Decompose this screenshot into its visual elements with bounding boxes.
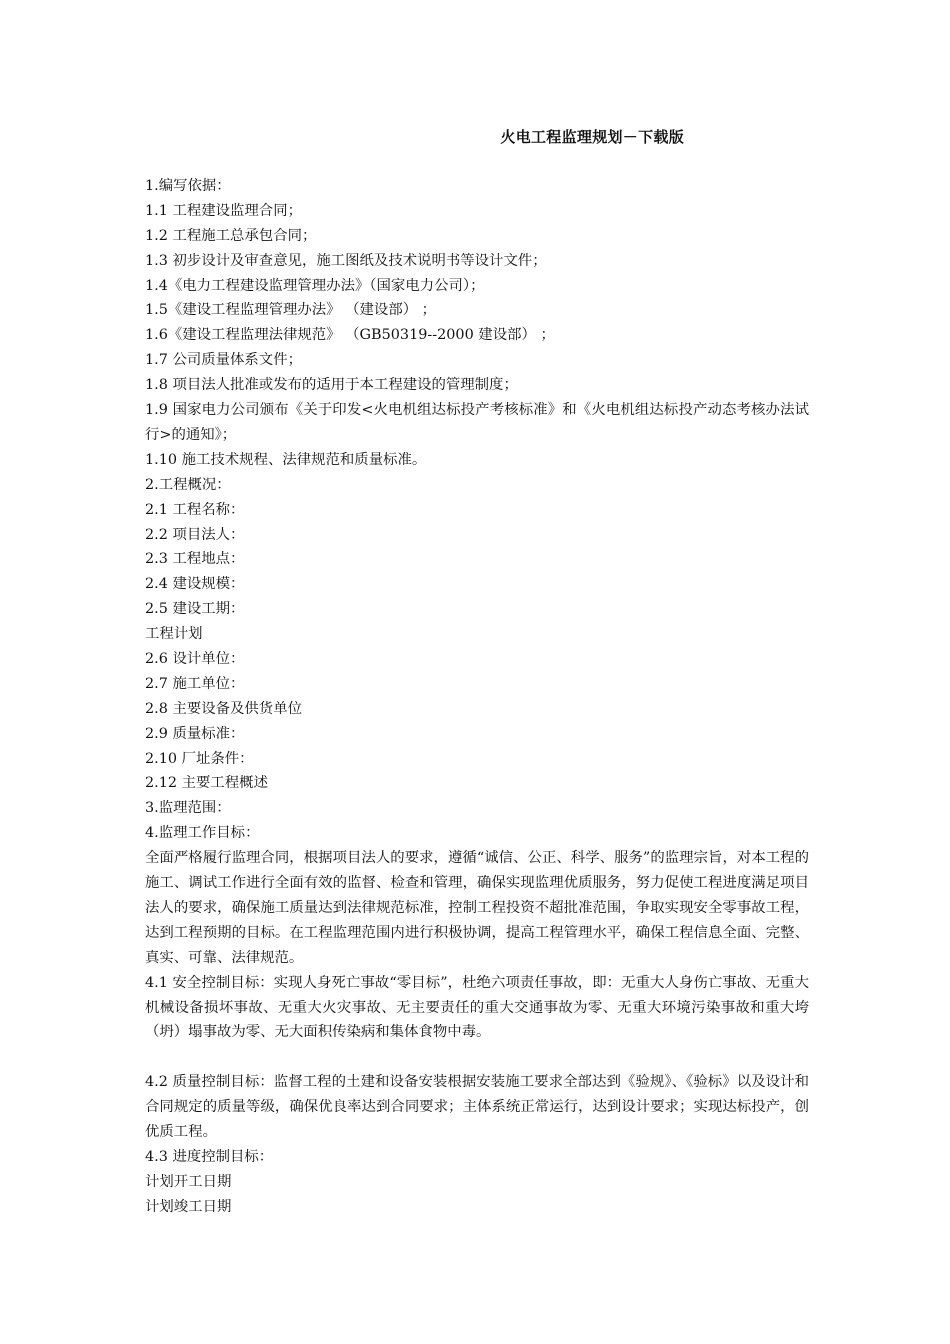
basis-item-1-8: 1.8 项目法人批准或发布的适用于本工程建设的管理制度；: [145, 377, 518, 394]
basis-item-1-3: 1.3 初步设计及审查意见，施工图纸及技术说明书等设计文件；: [145, 252, 547, 269]
quality-goal-paragraph: 4.2 质量控制目标：监督工程的土建和设备安装根据安装施工要求全部达到《验规》、《验标》以及设计和合同规定的质量等级，确保优良率达到合同要求；主体系统正常运行，达到设计要求；实现达标投产，创优质工程。: [145, 1074, 809, 1141]
safety-goal-paragraph: 4.1 安全控制目标：实现人身死亡事故“零目标”，杜绝六项责任事故，即：无重大人身伤亡事故、无重大机械设备损坏事故、无重大火灾事故、无主要责任的重大交通事故为零、无重大环境污染事故和重大垮（坍）塌事故为零、无大面积传染病和集体食物中毒。: [145, 974, 809, 1041]
overview-item-2-1: 2.1 工程名称：: [145, 501, 245, 518]
overview-item-2-6: 2.6 设计单位：: [145, 650, 245, 667]
goals-paragraph: 全面严格履行监理合同，根据项目法人的要求，遵循“诚信、公正、科学、服务”的监理宗旨，对本工程的施工、调试工作进行全面有效的监督、检查和管理，确保实现监理优质服务，努力促使工程进度满足项目法人的要求，确保施工质量达到法律规范标准，控制工程投资不超批准范围，争取实现安全零事故工程，达到工程预期的目标。在工程监理范围内进行积极协调，提高工程管理水平，确保工程信息全面、完整、真实、可靠、法律规范。: [145, 850, 809, 966]
overview-item-2-9: 2.9 质量标准：: [145, 725, 245, 742]
basis-item-1-9: 1.9 国家电力公司颁布《关于印发<火电机组达标投产考核标准》和《火电机组达标投产动态考核办法试行>的通知》；: [145, 402, 809, 443]
overview-item-2-3: 2.3 工程地点：: [145, 551, 245, 568]
heading-basis: 1.编写依据：: [145, 178, 231, 194]
planned-start-date: 计划开工日期: [145, 1173, 232, 1190]
heading-scope: 3.监理范围：: [145, 800, 231, 817]
basis-item-1-4: 1.4《电力工程建设监理管理办法》（国家电力公司）；: [145, 277, 485, 294]
overview-item-2-12: 2.12 主要工程概述: [145, 775, 268, 792]
basis-item-1-1: 1.1 工程建设监理合同；: [145, 202, 302, 219]
overview-item-2-2: 2.2 项目法人：: [145, 526, 245, 543]
project-plan: 工程计划: [145, 626, 203, 643]
overview-item-2-5: 2.5 建设工期：: [145, 601, 245, 618]
heading-goals: 4.监理工作目标：: [145, 825, 260, 842]
heading-overview: 2.工程概况：: [145, 476, 231, 493]
overview-item-2-8: 2.8 主要设备及供货单位: [145, 700, 302, 717]
basis-item-1-2: 1.2 工程施工总承包合同；: [145, 227, 317, 244]
schedule-goal-heading: 4.3 进度控制目标：: [145, 1148, 274, 1165]
blank-line: [145, 1045, 809, 1070]
document-title: 火电工程监理规划－下载版: [500, 128, 684, 146]
overview-item-2-4: 2.4 建设规模：: [145, 576, 245, 593]
overview-item-2-7: 2.7 施工单位：: [145, 675, 245, 692]
basis-item-1-10: 1.10 施工技术规程、法律规范和质量标准。: [145, 451, 427, 468]
basis-item-1-6: 1.6《建设工程监理法律规范》 （GB50319--2000 建设部） ；: [145, 327, 555, 344]
basis-item-1-5: 1.5《建设工程监理管理办法》 （建设部） ；: [145, 302, 437, 319]
planned-end-date: 计划竣工日期: [145, 1198, 232, 1215]
document-body: [145, 174, 809, 1220]
overview-item-2-10: 2.10 厂址条件：: [145, 750, 254, 767]
basis-item-1-7: 1.7 公司质量体系文件；: [145, 352, 302, 369]
